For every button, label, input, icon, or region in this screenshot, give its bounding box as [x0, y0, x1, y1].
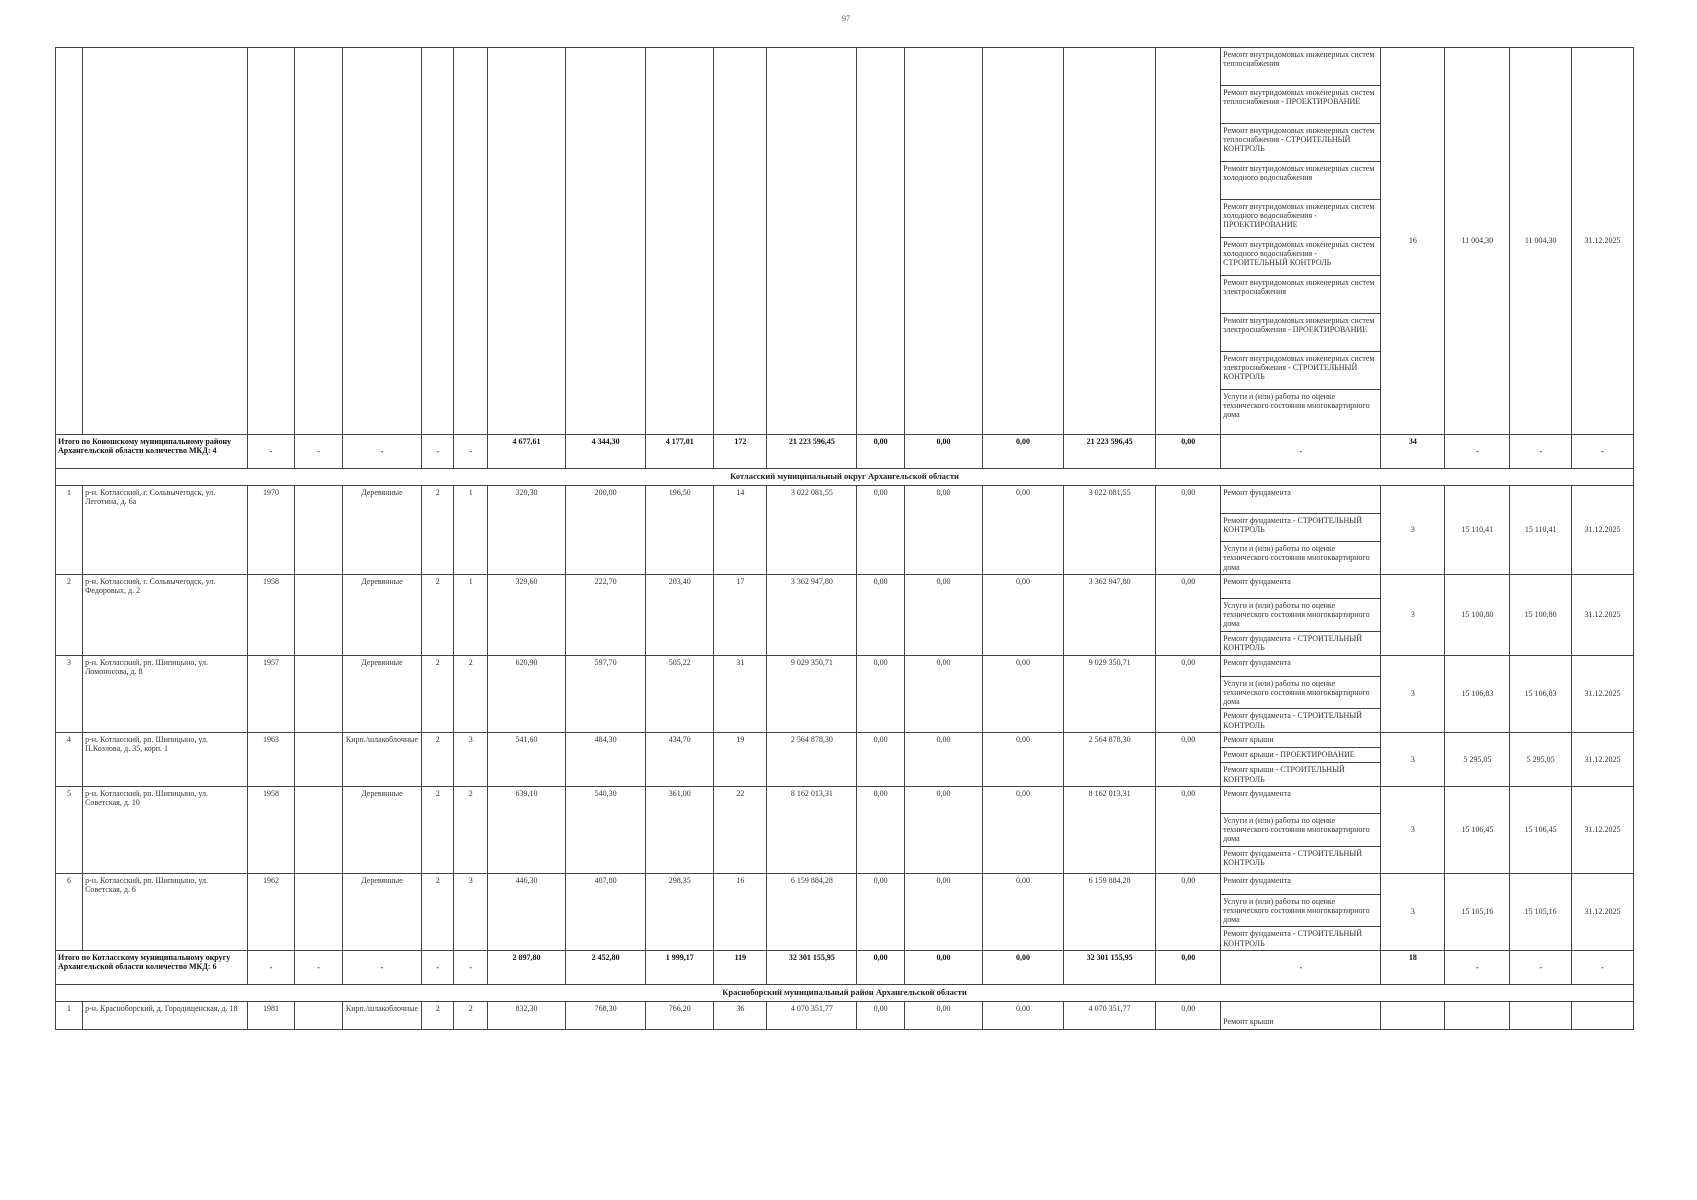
wall-material: Кирп./шлакоблочные [342, 732, 421, 786]
dash: - [454, 435, 488, 469]
works-cell [1221, 786, 1381, 873]
address: р-н. Красноборский, д. Городищенская, д. 18 [83, 1001, 248, 1029]
total-cost: 4 070 351,77 [767, 1001, 857, 1029]
cost-per-sqm: 15 106,45 [1445, 786, 1510, 873]
area-total: 832,30 [488, 1001, 566, 1029]
residents-count: 119 [714, 950, 767, 984]
works-count: 18 [1381, 950, 1445, 984]
area-residential: 361,00 [646, 786, 714, 873]
area-residential: 4 177,01 [646, 435, 714, 469]
entrances: 1 [454, 485, 488, 574]
residents-count: 31 [714, 655, 767, 732]
funds-3: 0,00 [982, 655, 1063, 732]
completion-date: 31.12.2025 [1572, 485, 1634, 574]
total-row-konosha [56, 435, 1634, 469]
empty-cell [295, 1001, 343, 1029]
work-item: Ремонт крыши - ПРОЕКТИРОВАНИЕ [1221, 748, 1380, 763]
funds-1: 0,00 [857, 485, 905, 574]
funds-2: 0,00 [904, 873, 982, 950]
funds-5: 0,00 [1156, 655, 1221, 732]
work-item: Услуги и (или) работы по оценке технического состояния многоквартирного дома [1221, 677, 1380, 710]
completion-date: 31.12.2025 [1572, 574, 1634, 655]
area-living: 200,00 [566, 485, 646, 574]
continuation-row [56, 48, 1634, 435]
build-year: 1958 [247, 786, 295, 873]
entrances: 1 [454, 574, 488, 655]
works-list [1221, 575, 1380, 655]
empty-cell [295, 732, 343, 786]
residents-count: 17 [714, 574, 767, 655]
area-residential: 434,70 [646, 732, 714, 786]
row-number: 1 [56, 1001, 83, 1029]
area-living: 222,70 [566, 574, 646, 655]
owners-funds: 8 162 013,31 [1064, 786, 1156, 873]
work-item: Ремонт крыши - СТРОИТЕЛЬНЫЙ КОНТРОЛЬ [1223, 765, 1345, 784]
entrances: 2 [454, 655, 488, 732]
funds-3: 0,00 [982, 574, 1063, 655]
funds-5: 0,00 [1156, 950, 1221, 984]
total-label: Итого по Котласскому муниципальному округу Архангельской области количество МКД: 6 [56, 950, 248, 984]
empty-cell [295, 873, 343, 950]
entrances: 2 [454, 1001, 488, 1029]
table-row [56, 732, 1634, 786]
wall-material: Деревянные [342, 574, 421, 655]
works-count: 3 [1381, 574, 1445, 655]
cost-per-sqm: 15 105,16 [1445, 873, 1510, 950]
dash: - [1572, 435, 1634, 469]
total-cost: 9 029 350,71 [767, 655, 857, 732]
dash: - [295, 435, 343, 469]
entrances: 3 [454, 873, 488, 950]
address: р-н. Котласский, г. Сольвычегодск, ул. Леготина, д. 6а [83, 485, 248, 574]
total-cost: 8 162 013,31 [767, 786, 857, 873]
area-living: 407,80 [566, 873, 646, 950]
area-residential: 1 999,17 [646, 950, 714, 984]
funds-2: 0,00 [904, 950, 982, 984]
works-cell [1221, 574, 1381, 655]
kotlas-rows [56, 485, 1634, 950]
work-item: Ремонт фундамента [1221, 656, 1380, 677]
works-list [1221, 874, 1380, 950]
floors: 2 [422, 574, 454, 655]
area-total: 541,60 [488, 732, 566, 786]
row-number: 1 [56, 485, 83, 574]
owners-funds: 9 029 350,71 [1064, 655, 1156, 732]
dash: - [454, 950, 488, 984]
work-item: Ремонт внутридомовых инженерных систем теплоснабжения [1221, 48, 1380, 86]
floors: 2 [422, 655, 454, 732]
section-header-kotlas [56, 469, 1634, 486]
build-year: 1957 [247, 655, 295, 732]
empty-cell [1572, 1001, 1634, 1029]
funds-3: 0,00 [982, 1001, 1063, 1029]
funds-2: 0,00 [904, 732, 982, 786]
cost-per-sqm: 15 100,80 [1445, 574, 1510, 655]
works-cell [1221, 485, 1381, 574]
residents-count: 16 [714, 873, 767, 950]
work-item: Ремонт внутридомовых инженерных систем электроснабжения - ПРОЕКТИРОВАНИЕ [1221, 314, 1380, 352]
works-cell [1221, 48, 1381, 435]
floors: 2 [422, 732, 454, 786]
funds-3: 0,00 [982, 435, 1063, 469]
funds-3: 0,00 [982, 873, 1063, 950]
funds-3: 0,00 [982, 485, 1063, 574]
residents-count: 36 [714, 1001, 767, 1029]
work-item: Ремонт фундамента [1221, 486, 1380, 514]
entrances: 3 [454, 732, 488, 786]
area-total: 620,90 [488, 655, 566, 732]
area-residential: 203,40 [646, 574, 714, 655]
table-row [56, 1001, 1634, 1029]
works-cell [1221, 655, 1381, 732]
address: р-н. Котласский, рп. Шипицыно, ул. П.Козлова, д. 35, корп. 1 [83, 732, 248, 786]
area-living: 484,30 [566, 732, 646, 786]
row-number: 5 [56, 786, 83, 873]
dash: - [247, 435, 295, 469]
owners-funds: 32 301 155,95 [1064, 950, 1156, 984]
work-item: Ремонт внутридомовых инженерных систем холодного водоснабжения - ПРОЕКТИРОВАНИЕ [1221, 200, 1380, 238]
cost-limit: 15 106,45 [1510, 786, 1572, 873]
funds-1: 0,00 [857, 435, 905, 469]
owners-funds: 4 070 351,77 [1064, 1001, 1156, 1029]
build-year: 1963 [247, 732, 295, 786]
wall-material: Кирп./шлакоблочные [342, 1001, 421, 1029]
area-living: 768,30 [566, 1001, 646, 1029]
funds-2: 0,00 [904, 655, 982, 732]
total-row-kotlas [56, 950, 1634, 984]
area-living: 597,70 [566, 655, 646, 732]
cost-limit: 15 106,83 [1510, 655, 1572, 732]
funds-1: 0,00 [857, 655, 905, 732]
area-total: 446,30 [488, 873, 566, 950]
funds-5: 0,00 [1156, 485, 1221, 574]
area-living: 2 452,80 [566, 950, 646, 984]
address: р-н. Котласский, рп. Шипицыно, ул. Советская, д. 6 [83, 873, 248, 950]
work-item: Ремонт фундамента - СТРОИТЕЛЬНЫЙ КОНТРОЛЬ [1223, 633, 1363, 652]
cost-limit: 15 105,16 [1510, 873, 1572, 950]
owners-funds: 3 022 081,55 [1064, 485, 1156, 574]
build-year: 1958 [247, 574, 295, 655]
section-title: Красноборский муниципальный район Архангельской области [56, 984, 1634, 1001]
work-item: Ремонт внутридомовых инженерных систем теплоснабжения - ПРОЕКТИРОВАНИЕ [1221, 86, 1380, 124]
owners-funds: 2 564 878,30 [1064, 732, 1156, 786]
dash: - [1510, 950, 1572, 984]
work-item: Ремонт фундамента - СТРОИТЕЛЬНЫЙ КОНТРОЛЬ [1223, 848, 1363, 867]
cost-per-sqm: 15 106,83 [1445, 655, 1510, 732]
work-item: Ремонт фундамента [1221, 874, 1380, 895]
page-number: 97 [842, 14, 850, 23]
works-list [1221, 656, 1380, 732]
funds-3: 0,00 [982, 950, 1063, 984]
address: р-н. Котласский, рп. Шипицыно, ул. Советская, д. 10 [83, 786, 248, 873]
funds-2: 0,00 [904, 485, 982, 574]
funds-1: 0,00 [857, 1001, 905, 1029]
table-row [56, 873, 1634, 950]
total-cost: 3 362 947,80 [767, 574, 857, 655]
wall-material: Деревянные [342, 655, 421, 732]
works-count: 3 [1381, 732, 1445, 786]
works-count: 34 [1381, 435, 1445, 469]
register-table-sheet [55, 47, 1635, 1030]
work-item: Услуги и (или) работы по оценке технического состояния многоквартирного дома [1221, 814, 1380, 847]
area-residential: 196,50 [646, 485, 714, 574]
area-residential: 766,20 [646, 1001, 714, 1029]
residents-count: 19 [714, 732, 767, 786]
area-total: 320,30 [488, 485, 566, 574]
dash: - [1445, 435, 1510, 469]
area-total: 639,10 [488, 786, 566, 873]
area-living: 4 344,30 [566, 435, 646, 469]
funds-2: 0,00 [904, 435, 982, 469]
build-year: 1981 [247, 1001, 295, 1029]
dash: - [1445, 950, 1510, 984]
dash: - [342, 950, 421, 984]
row-number: 3 [56, 655, 83, 732]
total-cost: 2 564 878,30 [767, 732, 857, 786]
wall-material: Деревянные [342, 873, 421, 950]
dash: - [295, 950, 343, 984]
funds-3: 0,00 [982, 732, 1063, 786]
empty-cell [295, 655, 343, 732]
residents-count: 14 [714, 485, 767, 574]
works-list [1221, 48, 1380, 429]
cost-per-sqm: 15 110,41 [1445, 485, 1510, 574]
area-residential: 505,22 [646, 655, 714, 732]
funds-5: 0,00 [1156, 574, 1221, 655]
completion-date: 31.12.2025 [1572, 48, 1634, 435]
row-number: 2 [56, 574, 83, 655]
work-item: Ремонт внутридомовых инженерных систем электроснабжения - СТРОИТЕЛЬНЫЙ КОНТРОЛЬ [1221, 352, 1380, 390]
cost-per-sqm: 5 295,05 [1445, 732, 1510, 786]
work-item: Услуги и (или) работы по оценке технического состояния многоквартирного дома [1223, 544, 1370, 572]
build-year: 1970 [247, 485, 295, 574]
owners-funds: 21 223 596,45 [1064, 435, 1156, 469]
work-item: Ремонт внутридомовых инженерных систем электроснабжения [1221, 276, 1380, 314]
work-type: Ремонт крыши [1221, 1001, 1381, 1029]
dash: - [422, 435, 454, 469]
cost-limit: 15 110,41 [1510, 485, 1572, 574]
works-count: 3 [1381, 873, 1445, 950]
total-cost: 21 223 596,45 [767, 435, 857, 469]
floors: 2 [422, 485, 454, 574]
empty-cell [1381, 1001, 1445, 1029]
floors: 2 [422, 786, 454, 873]
dash: - [1221, 950, 1381, 984]
empty-cell [1445, 1001, 1510, 1029]
address: р-н. Котласский, г. Сольвычегодск, ул. Федоровых, д. 2 [83, 574, 248, 655]
completion-date: 31.12.2025 [1572, 732, 1634, 786]
work-item: Ремонт крыши [1221, 733, 1380, 748]
completion-date: 31.12.2025 [1572, 786, 1634, 873]
funds-1: 0,00 [857, 786, 905, 873]
works-count: 16 [1381, 48, 1445, 435]
section-header-krasnobor [56, 984, 1634, 1001]
dash: - [1221, 435, 1381, 469]
total-cost: 6 159 884,28 [767, 873, 857, 950]
works-list [1221, 486, 1380, 574]
empty-cell [295, 786, 343, 873]
work-item: Ремонт фундамента - СТРОИТЕЛЬНЫЙ КОНТРОЛЬ [1223, 929, 1363, 948]
work-item: Услуги и (или) работы по оценке технического состояния многоквартирного дома [1223, 392, 1370, 420]
funds-1: 0,00 [857, 732, 905, 786]
work-item: Ремонт внутридомовых инженерных систем холодного водоснабжения [1221, 162, 1380, 200]
dash: - [422, 950, 454, 984]
funds-2: 0,00 [904, 1001, 982, 1029]
floors: 2 [422, 1001, 454, 1029]
area-total: 2 897,80 [488, 950, 566, 984]
entrances: 2 [454, 786, 488, 873]
owners-funds: 6 159 884,28 [1064, 873, 1156, 950]
works-cell [1221, 873, 1381, 950]
area-total: 4 677,61 [488, 435, 566, 469]
funds-5: 0,00 [1156, 873, 1221, 950]
cost-limit: 11 004,30 [1510, 48, 1572, 435]
area-total: 329,60 [488, 574, 566, 655]
dash: - [1510, 435, 1572, 469]
table-row [56, 485, 1634, 574]
funds-5: 0,00 [1156, 1001, 1221, 1029]
work-item: Ремонт внутридомовых инженерных систем холодного водоснабжения - СТРОИТЕЛЬНЫЙ КОНТРОЛЬ [1221, 238, 1380, 276]
owners-funds: 3 362 947,80 [1064, 574, 1156, 655]
residents-count: 172 [714, 435, 767, 469]
work-item: Ремонт внутридомовых инженерных систем теплоснабжения - СТРОИТЕЛЬНЫЙ КОНТРОЛЬ [1221, 124, 1380, 162]
cost-per-sqm: 11 004,30 [1445, 48, 1510, 435]
funds-2: 0,00 [904, 574, 982, 655]
work-item: Услуги и (или) работы по оценке технического состояния многоквартирного дома [1221, 895, 1380, 928]
funds-5: 0,00 [1156, 435, 1221, 469]
table-row [56, 786, 1634, 873]
funds-1: 0,00 [857, 574, 905, 655]
cost-limit: 5 295,05 [1510, 732, 1572, 786]
empty-cell [295, 574, 343, 655]
empty-cell [1510, 1001, 1572, 1029]
row-number: 4 [56, 732, 83, 786]
residents-count: 22 [714, 786, 767, 873]
address: р-н. Котласский, рп. Шипицыно, ул. Ломоносова, д. 8 [83, 655, 248, 732]
works-list [1221, 733, 1380, 786]
funds-5: 0,00 [1156, 786, 1221, 873]
cost-limit: 15 100,80 [1510, 574, 1572, 655]
floors: 2 [422, 873, 454, 950]
build-year: 1962 [247, 873, 295, 950]
funds-1: 0,00 [857, 873, 905, 950]
area-living: 540,30 [566, 786, 646, 873]
completion-date: 31.12.2025 [1572, 655, 1634, 732]
work-item: Ремонт фундамента - СТРОИТЕЛЬНЫЙ КОНТРОЛЬ [1221, 514, 1380, 542]
total-cost: 3 022 081,55 [767, 485, 857, 574]
area-residential: 298,35 [646, 873, 714, 950]
completion-date: 31.12.2025 [1572, 873, 1634, 950]
section-title: Котласский муниципальный округ Архангельской области [56, 469, 1634, 486]
dash: - [247, 950, 295, 984]
funds-2: 0,00 [904, 786, 982, 873]
works-cell [1221, 732, 1381, 786]
table-row [56, 574, 1634, 655]
works-count: 3 [1381, 485, 1445, 574]
table-row [56, 655, 1634, 732]
works-count: 3 [1381, 786, 1445, 873]
funds-5: 0,00 [1156, 732, 1221, 786]
dash: - [1572, 950, 1634, 984]
work-item: Ремонт фундамента - СТРОИТЕЛЬНЫЙ КОНТРОЛЬ [1223, 711, 1363, 730]
total-label: Итого по Коношскому муниципальному району Архангельской области количество МКД: 4 [56, 435, 248, 469]
row-number: 6 [56, 873, 83, 950]
work-item: Услуги и (или) работы по оценке технического состояния многоквартирного дома [1221, 599, 1380, 632]
total-cost: 32 301 155,95 [767, 950, 857, 984]
wall-material: Деревянные [342, 485, 421, 574]
wall-material: Деревянные [342, 786, 421, 873]
funds-1: 0,00 [857, 950, 905, 984]
mkd-repair-table [55, 47, 1634, 1030]
empty-cell [295, 485, 343, 574]
works-count: 3 [1381, 655, 1445, 732]
funds-3: 0,00 [982, 786, 1063, 873]
works-list [1221, 787, 1380, 873]
work-item: Ремонт фундамента [1221, 575, 1380, 599]
work-item: Ремонт фундамента [1221, 787, 1380, 814]
dash: - [342, 435, 421, 469]
